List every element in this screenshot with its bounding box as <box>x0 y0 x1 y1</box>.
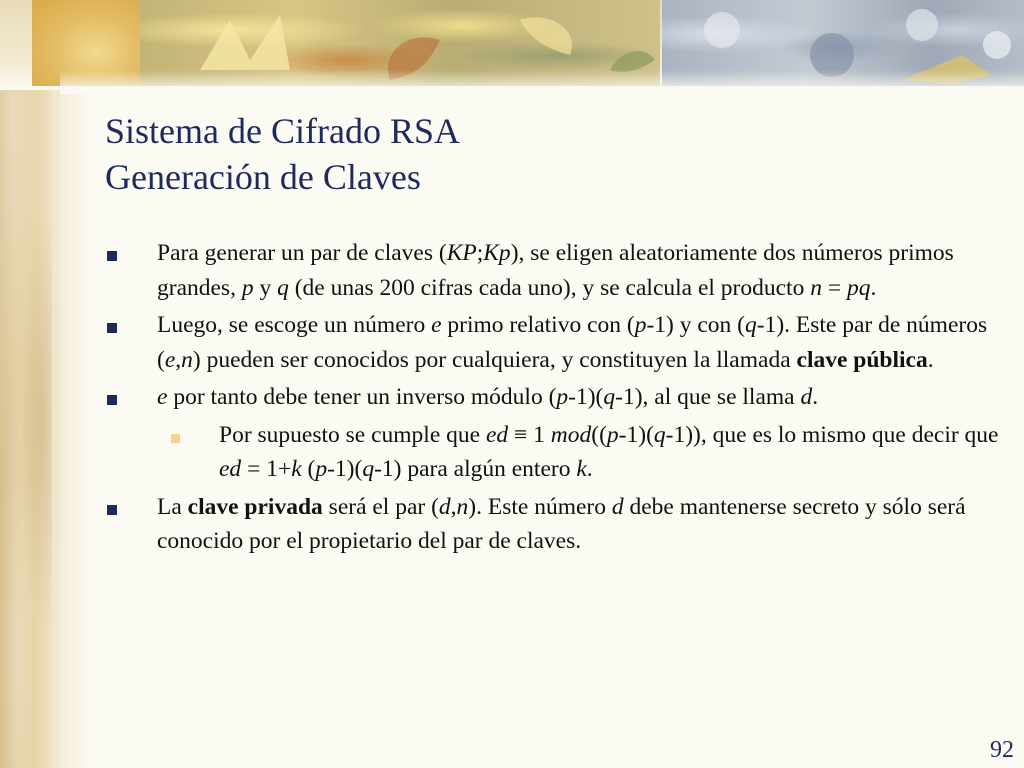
var: p <box>241 274 254 301</box>
var: e <box>431 312 442 338</box>
var: n <box>181 346 193 373</box>
text: ≡ 1 <box>508 421 551 448</box>
banner-fade <box>60 70 1024 94</box>
slide-title <box>105 108 460 200</box>
strong-term: clave pública <box>796 346 928 373</box>
text: = <box>821 274 847 301</box>
text: Luego, se escoge un número <box>157 312 432 338</box>
list-item <box>105 380 1015 415</box>
var: q <box>603 384 616 410</box>
text: -1) y con ( <box>646 312 745 338</box>
var: e <box>164 346 176 373</box>
title-line-2: Generación de Claves <box>105 157 421 197</box>
var: ed <box>219 456 242 482</box>
var: p <box>556 384 569 410</box>
var: KP <box>446 240 477 266</box>
text: ), se eligen aleatoriamente dos números primos grandes, <box>157 240 954 301</box>
square-bullet-icon <box>107 395 117 405</box>
text: ; <box>476 240 484 266</box>
text: . <box>586 456 593 482</box>
var: p <box>634 312 647 338</box>
var: pq <box>846 274 871 301</box>
text: (de unas 200 cifras cada uno), y se calcula el producto <box>288 274 811 301</box>
border-fade <box>52 0 92 768</box>
var: k <box>291 456 302 482</box>
text: primo relativo con ( <box>441 312 635 338</box>
var: p <box>315 456 328 482</box>
text: (( <box>591 421 607 448</box>
list-item <box>105 308 1015 377</box>
text: ( <box>301 456 316 482</box>
var: q <box>277 274 289 301</box>
square-bullet-icon <box>107 323 117 333</box>
var: n <box>456 493 469 520</box>
title-line-1: Sistema de Cifrado RSA <box>105 111 460 151</box>
text: , <box>175 346 182 373</box>
top-banner <box>0 0 1024 90</box>
text: -1)( <box>618 421 654 448</box>
var: Kp <box>483 240 511 266</box>
text: Para generar un par de claves ( <box>157 240 447 266</box>
var: mod <box>550 421 592 448</box>
text: -1), al que se llama <box>615 384 801 410</box>
page-number: 92 <box>990 737 1014 763</box>
var: q <box>362 456 375 482</box>
text: -1)), que es lo mismo que decir que <box>665 421 999 448</box>
var: q <box>653 421 666 448</box>
list-item <box>105 236 1015 305</box>
text: por tanto debe tener un inverso módulo ( <box>167 384 557 410</box>
text: debe mantenerse secreto y sólo será conocido por el propietario del par de claves. <box>157 493 966 554</box>
var: ed <box>485 421 509 448</box>
var: n <box>810 274 822 301</box>
bullet-list <box>105 236 1015 562</box>
var: q <box>745 312 757 338</box>
text: -1)( <box>327 456 363 482</box>
text: y <box>253 274 278 301</box>
text: -1)( <box>568 384 604 410</box>
var: d <box>611 493 624 520</box>
text: . <box>927 346 934 373</box>
text: ) pueden ser conocidos por cualquiera, y constituyen la llamada <box>192 346 797 373</box>
parchment-border <box>0 0 60 768</box>
square-bullet-icon <box>107 251 117 261</box>
text: -1). Este par de números ( <box>157 312 988 373</box>
var: p <box>606 421 619 448</box>
text: -1) para algún entero <box>374 456 577 482</box>
square-bullet-icon <box>171 434 180 443</box>
var: d <box>438 493 451 520</box>
text: . <box>870 274 877 301</box>
strong-term: clave privada <box>187 493 323 520</box>
sub-list-item <box>105 418 1015 487</box>
var: d <box>800 384 813 410</box>
text: ). Este número <box>468 493 612 520</box>
square-bullet-icon <box>107 505 117 515</box>
text: , <box>450 493 457 520</box>
var: e <box>157 384 168 410</box>
text: . <box>812 384 819 410</box>
list-item <box>105 490 1015 559</box>
var: k <box>576 456 587 482</box>
text: La <box>157 493 188 520</box>
text: será el par ( <box>322 493 439 520</box>
text: = 1+ <box>241 456 292 482</box>
text: Por supuesto se cumple que <box>219 421 486 448</box>
